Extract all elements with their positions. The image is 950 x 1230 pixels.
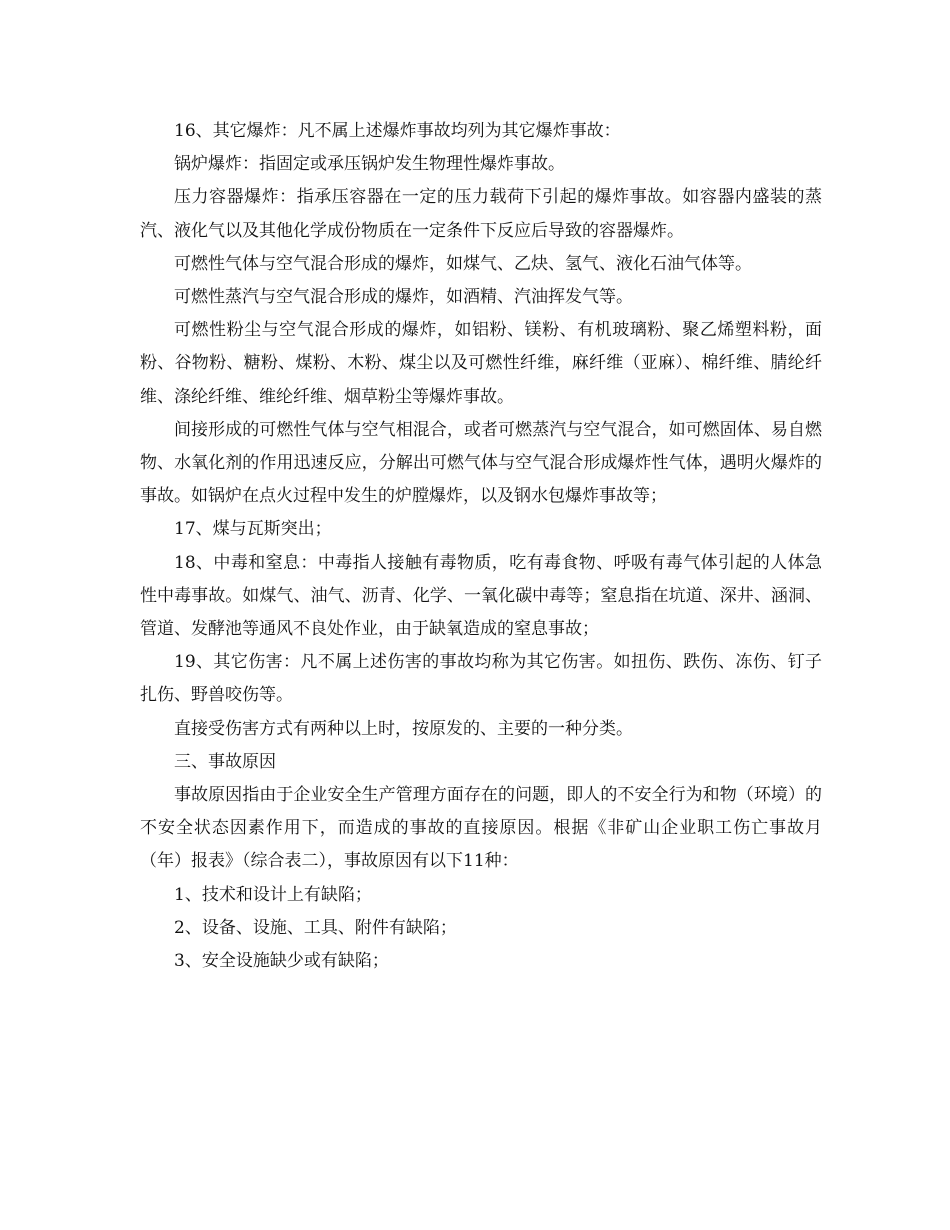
paragraph-flammable-gas: 可燃性气体与空气混合形成的爆炸，如煤气、乙炔、氢气、液化石油气体等。 [174, 253, 752, 274]
section-heading-accident-causes: 三、事故原因 [174, 751, 276, 772]
paragraph-poisoning-suffocation: 18、中毒和窒息：中毒指人接触有毒物质，吃有毒食物、呼吸有毒气体引起的人体急性中毒事故。如煤气、油气、沥青、化学、一氧化碳中毒等；窒息指在坑道、深井、涵洞、管道、发酵池等通风不良处作业，由于缺氧造成的窒息事故； [140, 552, 822, 640]
list-item-cause-3: 3、安全设施缺少或有缺陷； [174, 951, 389, 972]
paragraph-other-injury: 19、其它伤害：凡不属上述伤害的事故均称为其它伤害。如扭伤、跌伤、冻伤、钉子扎伤、野兽咬伤等。 [140, 652, 822, 706]
list-item-cause-1: 1、技术和设计上有缺陷； [174, 884, 372, 905]
paragraph-coal-gas-outburst: 17、煤与瓦斯突出； [174, 519, 332, 540]
paragraph-indirect-gas: 间接形成的可燃性气体与空气相混合，或者可燃蒸汽与空气混合，如可燃固体、易自燃物、水氧化剂的作用迅速反应，分解出可燃气体与空气混合形成爆炸性气体，遇明火爆炸的事故。如锅炉在点火过程中发生的炉膛爆炸，以及钢水包爆炸事故等； [140, 419, 822, 507]
list-item-cause-2: 2、设备、设施、工具、附件有缺陷； [174, 917, 457, 938]
paragraph-flammable-dust: 可燃性粉尘与空气混合形成的爆炸，如铝粉、镁粉、有机玻璃粉、聚乙烯塑料粉，面粉、谷物粉、糖粉、煤粉、木粉、煤尘以及可燃性纤维，麻纤维（亚麻）、棉纤维、腈纶纤维、涤纶纤维、维纶纤维、烟草粉尘等爆炸事故。 [140, 320, 822, 407]
paragraph-flammable-vapor: 可燃性蒸汽与空气混合形成的爆炸，如酒精、汽油挥发气等。 [174, 287, 633, 308]
paragraph-other-explosion: 16、其它爆炸：凡不属上述爆炸事故均列为其它爆炸事故： [174, 121, 621, 141]
document-body [140, 115, 822, 978]
paragraph-accident-causes: 事故原因指由于企业安全生产管理方面存在的问题，即人的不安全行为和物（环境）的不安全状态因素作用下，而造成的事故的直接原因。根据《非矿山企业职工伤亡事故月（年）报表》（综合表二），事故原因有以下11种： [140, 785, 822, 872]
paragraph-classification-rule: 直接受伤害方式有两种以上时，按原发的、主要的一种分类。 [174, 718, 633, 739]
paragraph-pressure-vessel-explosion: 压力容器爆炸：指承压容器在一定的压力载荷下引起的爆炸事故。如容器内盛装的蒸汽、液化气以及其他化学成份物质在一定条件下反应后导致的容器爆炸。 [140, 187, 822, 241]
paragraph-boiler-explosion: 锅炉爆炸：指固定或承压锅炉发生物理性爆炸事故。 [174, 154, 565, 175]
